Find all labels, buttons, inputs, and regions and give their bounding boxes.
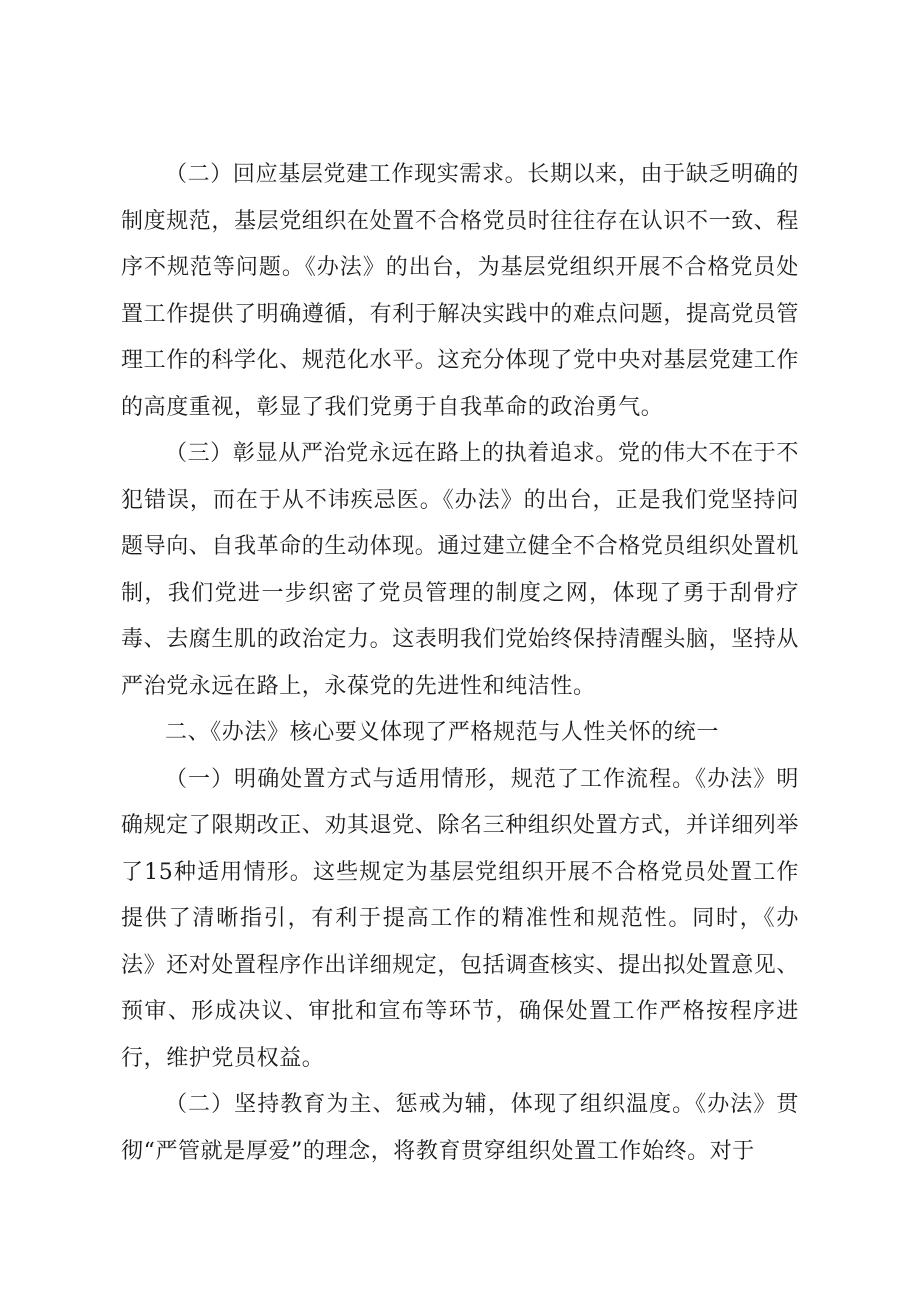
- paragraph-disposal-methods: （一）明确处置方式与适用情形，规范了工作流程。《办法》明确规定了限期改正、劝其退党、除名三种组织处置方式，并详细列举了15种适用情形。这些规定为基层党组织开展不合格党员处置工作提供了清晰指引，有利于提高工作的精准性和规范性。同时，《办法》还对处置程序作出详细规定，包括调查核实、提出拟处置意见、预审、形成决议、审批和宣布等环节，确保处置工作严格按程序进行，维护党员权益。: [121, 766, 800, 1071]
- paragraph-education-first: （二）坚持教育为主、惩戒为辅，体现了组织温度。《办法》贯彻“严管就是厚爱”的理念，将教育贯穿组织处置工作始终。对于: [121, 1092, 799, 1164]
- section-heading-core-essence: 二、《办法》核心要义体现了严格规范与人性关怀的统一: [165, 720, 720, 745]
- paragraph-strict-party-governance: （三）彰显从严治党永远在路上的执着追求。党的伟大不在于不犯错误，而在于从不讳疾忌医。《办法》的出台，正是我们党坚持问题导向、自我革命的生动体现。通过建立健全不合格党员组织处置机制，我们党进一步织密了党员管理的制度之网，体现了勇于刮骨疗毒、去腐生肌的政治定力。这表明我们党始终保持清醒头脑，坚持从严治党永远在路上，永葆党的先进性和纯洁性。: [121, 441, 800, 699]
- paragraph-responding-grassroots-needs: （二）回应基层党建工作现实需求。长期以来，由于缺乏明确的制度规范，基层党组织在处置不合格党员时往往存在认识不一致、程序不规范等问题。《办法》的出台，为基层党组织开展不合格党员处置工作提供了明确遵循，有利于解决实践中的难点问题，提高党员管理工作的科学化、规范化水平。这充分体现了党中央对基层党建工作的高度重视，彰显了我们党勇于自我革命的政治勇气。: [121, 162, 800, 420]
- document-body: [121, 152, 799, 1175]
